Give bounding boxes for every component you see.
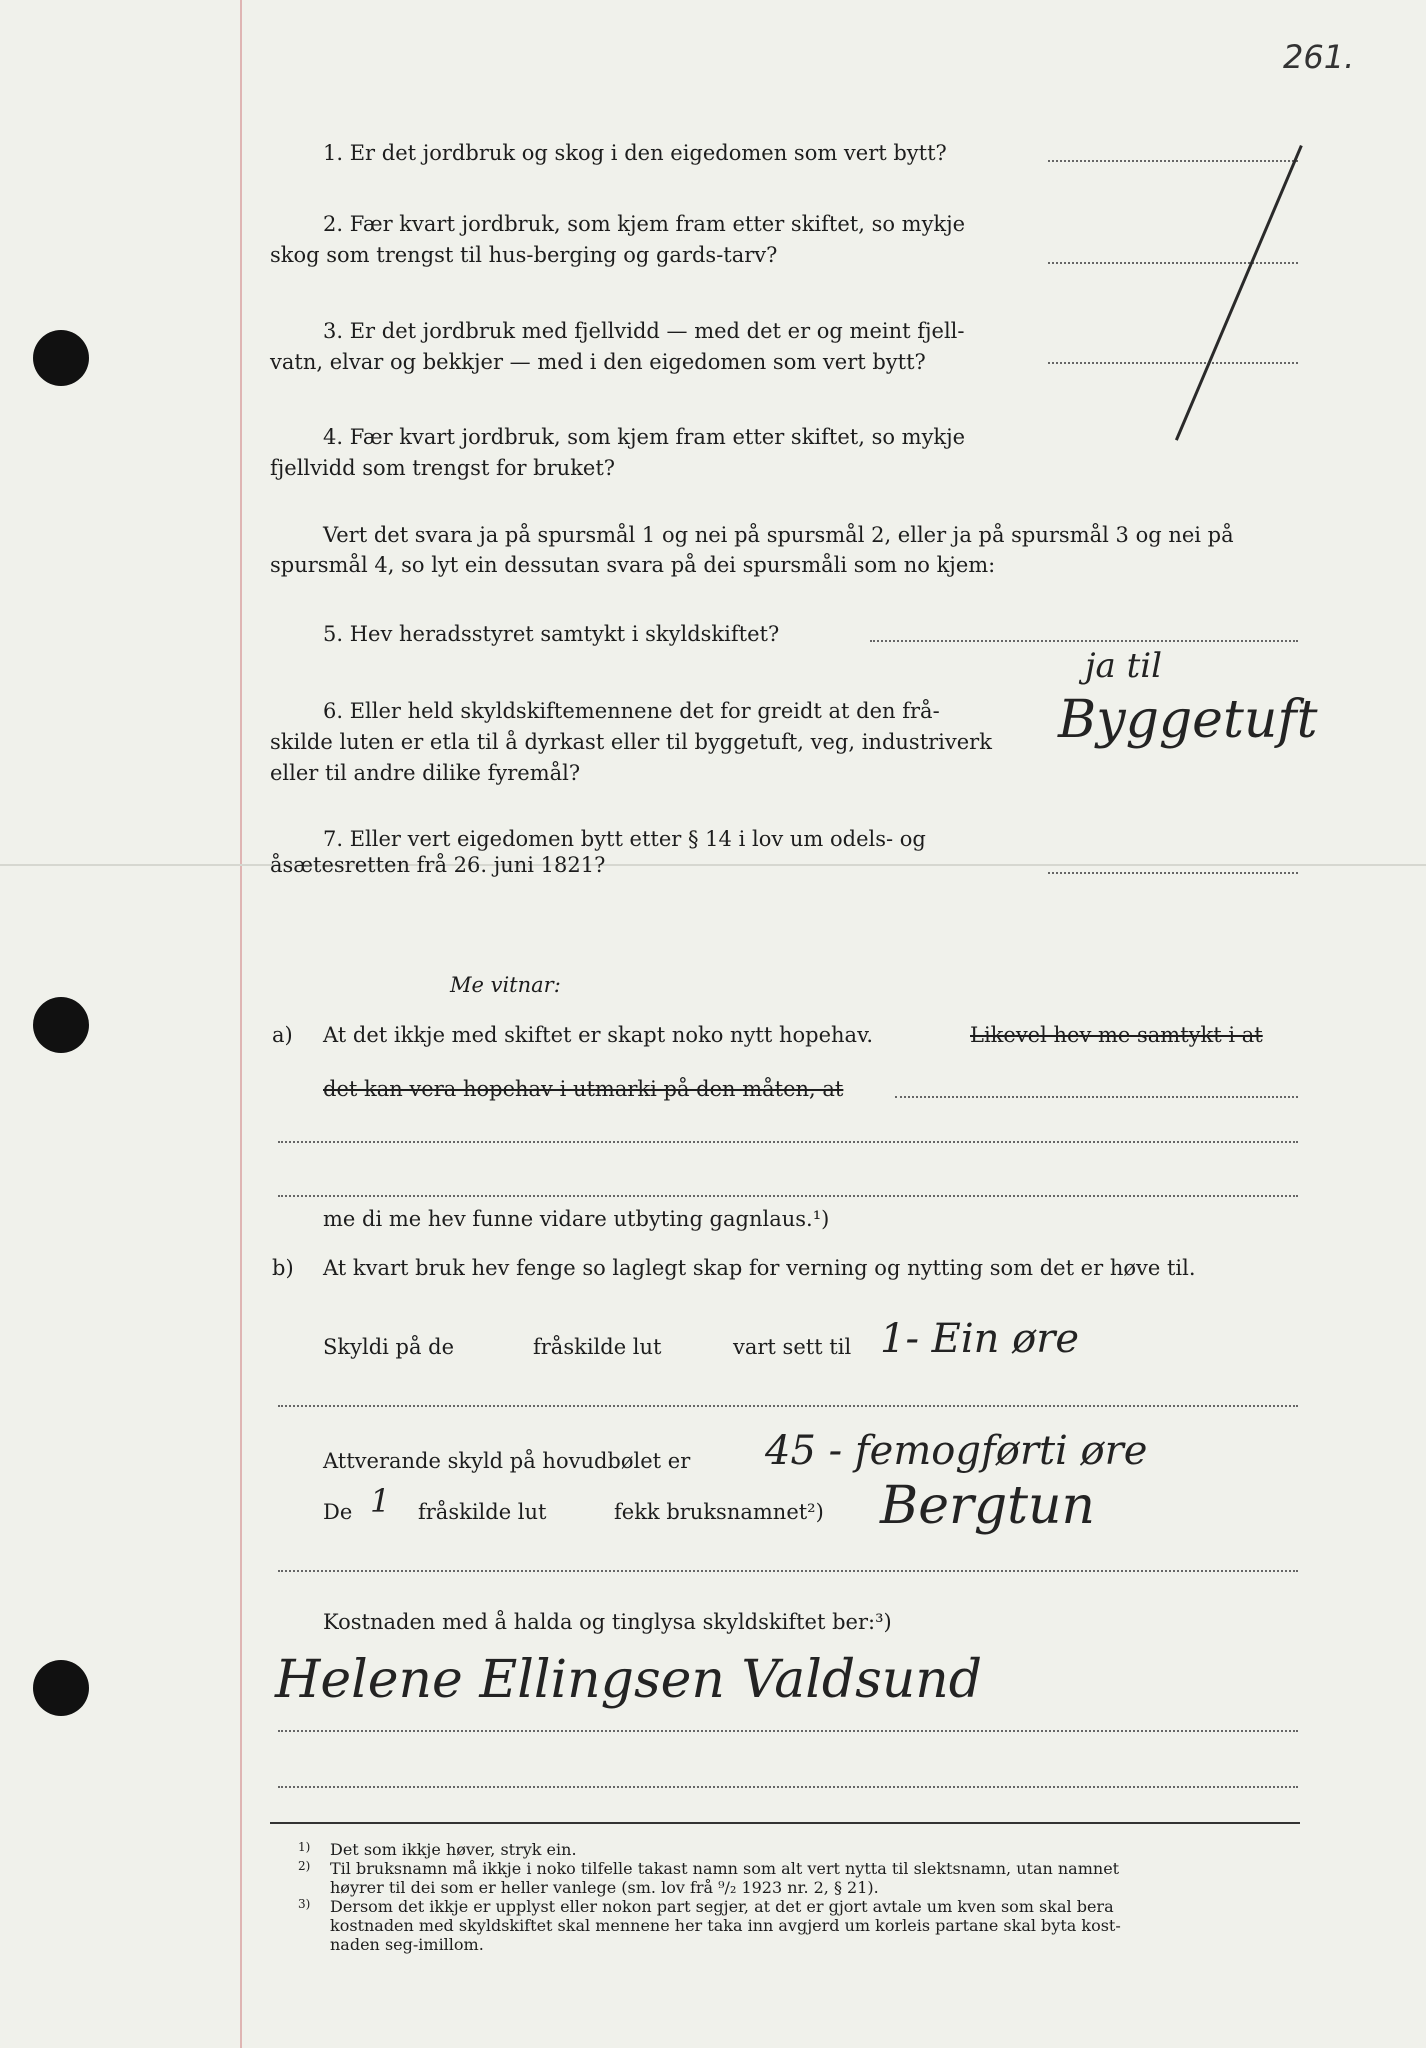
witness-heading: Me vitnar:: [450, 973, 561, 997]
answer-line: [1048, 362, 1298, 364]
handwritten-answer-6-line-2: Byggetuft: [1058, 690, 1318, 750]
question-6-line-1: 6. Eller held skyldskiftemennene det for greidt at den frå-: [323, 699, 940, 723]
blank-line: [278, 1405, 1298, 1407]
question-1: 1. Er det jordbruk og skog i den eigedomen som vert bytt?: [323, 141, 947, 165]
blank-line: [895, 1096, 1298, 1098]
page-number: 261.: [1283, 38, 1355, 76]
answer-line: [870, 640, 1298, 642]
handwritten-slash-mark: [1175, 145, 1303, 441]
footnote-2-number: 2): [298, 1859, 311, 1873]
item-a-text: At det ikkje med skiftet er skapt noko nytt hopehav.: [323, 1023, 874, 1047]
instruction-line-2: spursmål 4, so lyt ein dessutan svara på dei spursmåli som no kjem:: [270, 553, 996, 577]
footnote-1-number: 1): [298, 1840, 311, 1854]
handwritten-hovudbol-value: 45 - femogførti øre: [765, 1428, 1148, 1474]
footnote-1-text: Det som ikkje høver, stryk ein.: [330, 1840, 577, 1859]
hovudbol-label: Attverande skyld på hovudbølet er: [323, 1449, 691, 1473]
question-6-line-2: skilde luten er etla til å dyrkast eller til byggetuft, veg, industriverk: [270, 730, 992, 754]
question-7-line-2: åsætesretten frå 26. juni 1821?: [270, 853, 606, 877]
blank-line: [278, 1195, 1298, 1197]
handwritten-skyld-value: 1- Ein øre: [880, 1316, 1080, 1362]
footnote-2-line-1: Til bruksnamn må ikkje i noko tilfelle takast namn som alt vert nytta til slektsnamn, utan namnet: [330, 1859, 1120, 1878]
answer-line: [1048, 160, 1298, 162]
footnote-2-line-2: høyrer til dei som er heller vanlege (sm. lov frå ⁹/₂ 1923 nr. 2, § 21).: [330, 1878, 879, 1897]
skyldi-label-a: Skyldi på de: [323, 1335, 455, 1359]
question-2-line-1: 2. Fær kvart jordbruk, som kjem fram etter skiftet, so mykje: [323, 212, 966, 236]
de-label: De: [323, 1500, 353, 1524]
handwritten-count: 1: [370, 1482, 391, 1520]
answer-line: [1048, 872, 1298, 874]
item-b-text: At kvart bruk hev fenge so laglegt skap for verning og nytting som det er høve til.: [323, 1256, 1196, 1280]
question-3-line-1: 3. Er det jordbruk med fjellvidd — med det er og meint fjell-: [323, 319, 965, 343]
punch-hole: [33, 330, 89, 386]
question-3-line-2: vatn, elvar og bekkjer — med i den eigedomen som vert bytt?: [270, 350, 926, 374]
punch-hole: [33, 1660, 89, 1716]
punch-hole: [33, 997, 89, 1053]
skyldi-label-b: fråskilde lut: [533, 1335, 662, 1359]
item-a-label: a): [272, 1023, 293, 1047]
footnote-rule: [270, 1822, 1300, 1824]
item-a-end: me di me hev funne vidare utbyting gagnlaus.¹): [323, 1207, 830, 1231]
bruksnamn-label: fekk bruksnamnet²): [614, 1500, 824, 1524]
item-a-struck-text: Likevel hev me samtykt i at: [970, 1023, 1263, 1047]
blank-line: [278, 1570, 1298, 1572]
footnote-3-number: 3): [298, 1897, 311, 1911]
item-a-struck-text-2: det kan vera hopehav i utmarki på den måten, at: [323, 1077, 844, 1101]
item-b-label: b): [272, 1256, 294, 1280]
question-4-line-2: fjellvidd som trengst for bruket?: [270, 456, 616, 480]
fold-line: [0, 864, 1426, 866]
footnote-3-line-1: Dersom det ikkje er upplyst eller nokon part segjer, at det er gjort avtale um kven som skal bera: [330, 1897, 1114, 1916]
footnote-3-line-2: kostnaden med skyldskiftet skal mennene her taka inn avgjerd um korleis partane skal byta kost-: [330, 1916, 1121, 1935]
blank-line: [278, 1786, 1298, 1788]
kostnad-label: Kostnaden med å halda og tinglysa skyldskiftet ber:³): [323, 1610, 892, 1634]
blank-line: [278, 1141, 1298, 1143]
question-6-line-3: eller til andre dilike fyremål?: [270, 761, 581, 785]
blank-line: [278, 1730, 1298, 1732]
instruction-line-1: Vert det svara ja på spursmål 1 og nei på spursmål 2, eller ja på spursmål 3 og nei på: [323, 523, 1234, 547]
question-2-line-2: skog som trengst til hus-berging og gards-tarv?: [270, 243, 778, 267]
footnote-3-line-3: naden seg-imillom.: [330, 1935, 484, 1954]
handwritten-kostnad: Helene Ellingsen Valdsund: [275, 1650, 983, 1710]
question-5: 5. Hev heradsstyret samtykt i skyldskiftet?: [323, 622, 780, 646]
question-4-line-1: 4. Fær kvart jordbruk, som kjem fram etter skiftet, so mykje: [323, 425, 966, 449]
handwritten-bruksnamn: Bergtun: [880, 1476, 1096, 1536]
question-7-line-1: 7. Eller vert eigedomen bytt etter § 14 i lov um odels- og: [323, 827, 926, 851]
answer-line: [1048, 262, 1298, 264]
margin-line: [240, 0, 242, 2048]
skyldi-label-c: vart sett til: [733, 1335, 852, 1359]
handwritten-answer-6-line-1: ja til: [1085, 646, 1163, 686]
fraskilde-label: fråskilde lut: [418, 1500, 547, 1524]
